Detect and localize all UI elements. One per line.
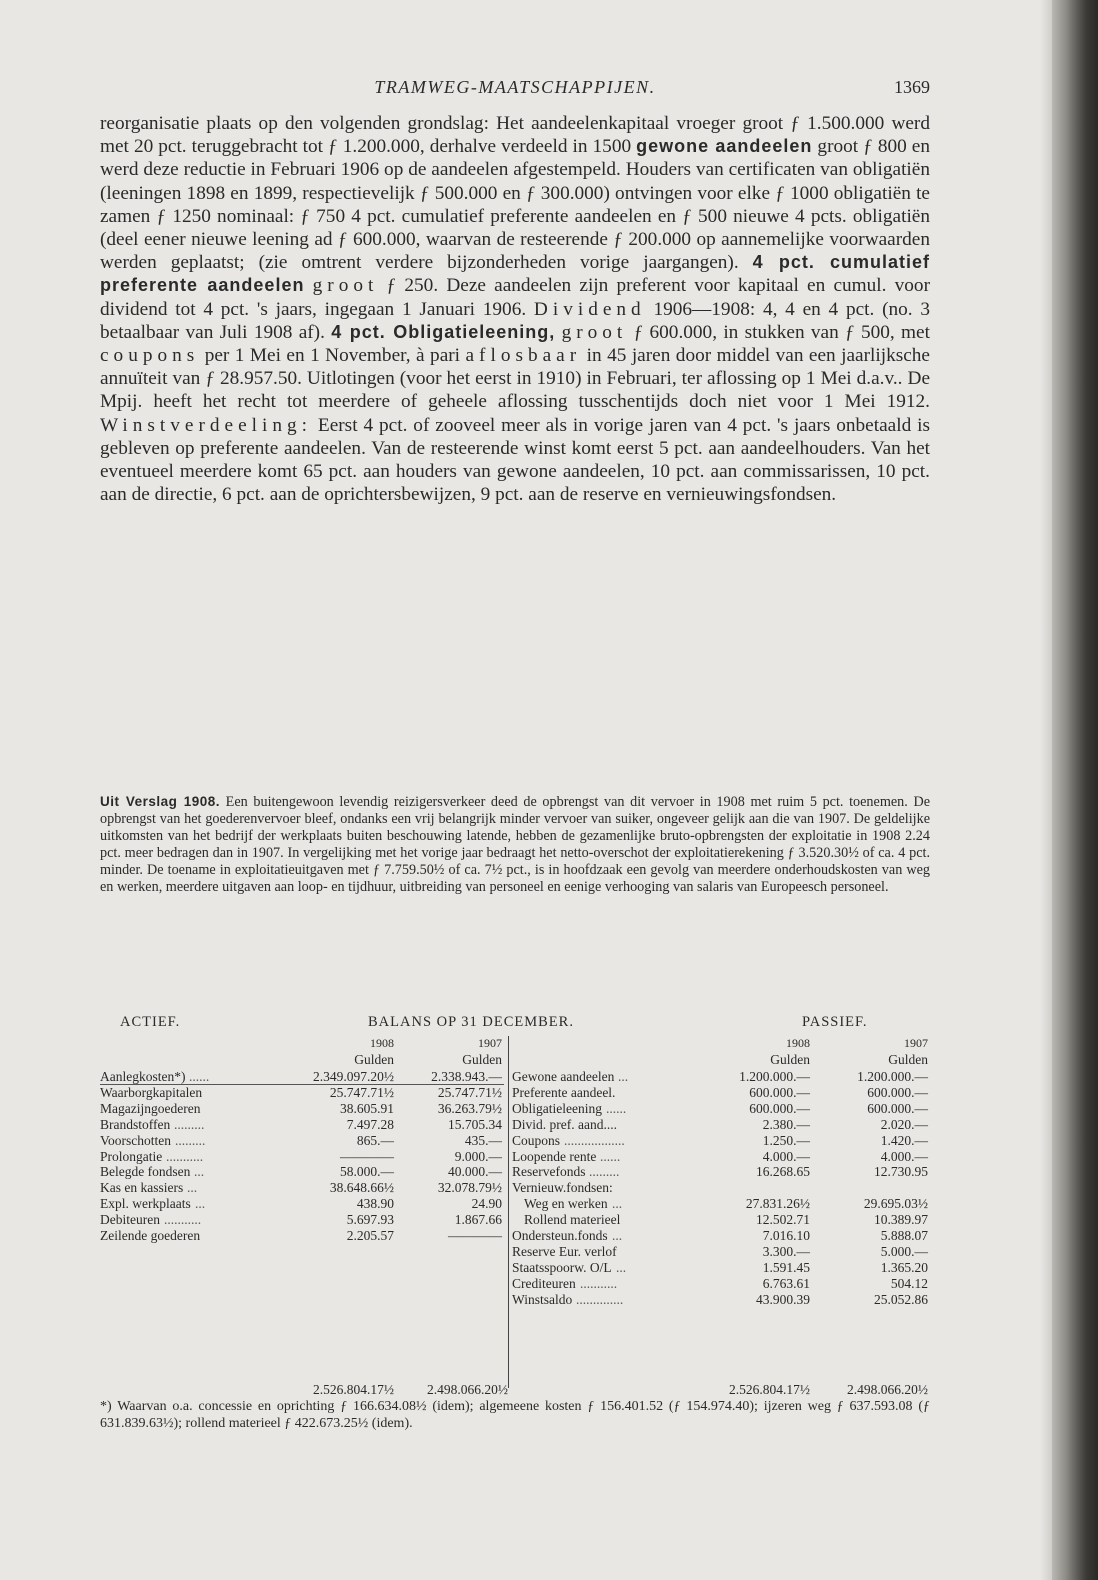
passief-item-label: Preferente aandeel. (512, 1084, 616, 1100)
passief-value-1908: 600.000.— (749, 1084, 810, 1100)
passief-unit-1908: Gulden (770, 1052, 810, 1067)
actief-item-label: Waarborgkapitalen (100, 1084, 203, 1100)
page-number: 1369 (894, 77, 930, 97)
passief-item-label: Coupons (512, 1132, 561, 1148)
passief-value-1907: 1.200.000.— (857, 1069, 928, 1084)
footnote-text: *) Waarvan o.a. concessie en oprichting ƒ 166.634.08½ (idem); algemeene kosten ƒ 156.401.52 (ƒ 154.974.40); ijzeren weg ƒ 637.593.08 (ƒ 631.839.63½); rollend materieel ƒ 422.673.25½ (idem). (100, 1399, 930, 1431)
actief-item-label: Aanlegkosten*) (100, 1069, 186, 1084)
leader-dots: ......... (589, 1164, 620, 1180)
actief-value-1907: 1.867.66 (454, 1212, 502, 1228)
actief-value-1908: 2.349.097.20½ (313, 1069, 394, 1084)
actief-value-1908: 38.648.66½ (329, 1180, 394, 1196)
total-passief-1907: 2.498.066.20½ (847, 1382, 928, 1397)
column-divider (508, 1036, 509, 1388)
passief-item-label: Gewone aandeelen (512, 1069, 615, 1084)
report-text: Een buitengewoon levendig reizigersverkeer deed de opbrengst van dit vervoer in 1908 met ruim 5 pct. toenemen. De opbrengst van het goederenvervoer bleef, ondanks een vrij belangrijk minder vervoer van suiker, ongeveer gelijk aan die van 1907. De geldelijke uitkomsten van het bedrijf der werkplaats buiten beschouwing latende, hebben de gezamenlijke bruto-opbrengsten der exploitatie in 1908 2.24 pct. meer bedragen dan in 1907. In vergelijking met het vorige jaar bedraagt het netto-overschot der exploitatierekening ƒ 3.520.30½ of ca. 4 pct. minder. De toename in exploitatieuitgaven met ƒ 7.759.50½ of ca. 7½ pct., is in hoofdzaak een gevolg van meerdere onderhoudskosten van weg en werken, meerdere uitgaven aan loop- en tijdhuur, uitbreiding van personeel en eenige verhooging van salaris van Europeesch personeel. (100, 794, 930, 896)
actief-value-1907: 9.000.— (454, 1148, 502, 1164)
actief-value-1908: 25.747.71½ (329, 1084, 394, 1100)
spaced-term-aflosbaar: aflosbaar (465, 345, 582, 367)
section-heading-preferente-aandeelen: 4 pct. cumulatief preferente aandeelen (100, 252, 930, 296)
leader-dots: ... (616, 1259, 627, 1275)
company-description (100, 112, 930, 506)
leader-dots: ... (187, 1180, 198, 1196)
actief-value-1907: 24.90 (471, 1196, 502, 1212)
actief-label: ACTIEF. (120, 1014, 181, 1030)
report-paragraph (100, 793, 930, 897)
actief-value-1907: 25.747.71½ (437, 1084, 502, 1100)
annual-report-excerpt (100, 793, 930, 897)
text-run (304, 275, 312, 296)
actief-unit-1907: Gulden (462, 1052, 502, 1067)
leader-dots: .............. (576, 1291, 624, 1307)
actief-item-label: Brandstoffen (100, 1116, 171, 1132)
spaced-term-dividend: Dividend (533, 298, 646, 320)
leader-dots: .................. (564, 1132, 625, 1148)
actief-value-1908: 438.90 (356, 1196, 394, 1212)
actief-value-1908: 865.— (356, 1132, 394, 1148)
leader-dots: ... (612, 1196, 623, 1212)
leader-dots: ... (194, 1164, 205, 1180)
leader-dots: ... (195, 1196, 206, 1212)
passief-item-label: Ondersteun.fonds (512, 1228, 608, 1243)
actief-value-1908: 2.205.57 (346, 1228, 394, 1243)
running-title: TRAMWEG-MAATSCHAPPIJEN. (374, 77, 656, 97)
passief-value-1908: 12.502.71 (756, 1212, 810, 1228)
actief-value-1907: 36.263.79½ (437, 1100, 502, 1116)
passief-item-label: Loopende rente (512, 1148, 597, 1164)
passief-value-1908: 7.016.10 (762, 1228, 810, 1243)
page-header (100, 77, 930, 103)
passief-unit-1907: Gulden (888, 1052, 928, 1067)
balance-sheet-header (100, 1014, 930, 1034)
passief-value-1908: 1.591.45 (762, 1259, 810, 1275)
actief-value-1907: 435.— (464, 1132, 502, 1148)
passief-value-1907: 10.389.97 (874, 1212, 928, 1228)
passief-item-label: Reservefonds (512, 1164, 586, 1180)
description-paragraph (100, 112, 930, 506)
actief-item-label: Voorschotten (100, 1132, 171, 1148)
passief-value-1907: 504.12 (890, 1275, 928, 1291)
total-actief-1907: 2.498.066.20½ (427, 1382, 508, 1397)
actief-value-1908: 58.000.— (340, 1164, 394, 1180)
actief-item-label: Belegde fondsen (100, 1164, 191, 1180)
spaced-term: groot (561, 321, 628, 343)
leader-dots: ...... (600, 1148, 621, 1164)
leader-dots: ......... (174, 1116, 205, 1132)
passief-item-label: Reserve Eur. verlof (512, 1243, 617, 1259)
passief-item-label: Staatsspoorw. O/L (512, 1259, 612, 1275)
passief-item-label: Rollend materieel (524, 1212, 621, 1228)
passief-value-1908: 16.268.65 (756, 1164, 810, 1180)
passief-year-1908: 1908 (786, 1036, 810, 1050)
passief-value-1908: 3.300.— (762, 1243, 810, 1259)
text-run: groot ƒ 800 en werd deze reductie in Februari 1906 op de aandeelen afgestempeld. Houders van certificaten van obligatiën (leeningen 1898 en 1899, respectievelijk ƒ 500.000 en ƒ 300.000) ontvingen voor elke ƒ 1000 obligatiën te zamen ƒ 1250 nominaal: ƒ 750 4 pct. cumulatief preferente aandeelen en ƒ 500 nieuwe 4 pcts. obligatiën (deel eener nieuwe leening ad ƒ 600.000, waarvan de resteerende ƒ 200.000 op aannemelijke voorwaarden werden geplaatst; (zie omtrent verdere bijzonderheden vorige jaargangen). (100, 136, 930, 274)
passief-item-label: Winstsaldo (512, 1291, 573, 1307)
leader-dots: ......... (175, 1132, 206, 1148)
report-heading: Uit Verslag 1908. (100, 794, 221, 809)
passief-value-1907: 600.000.— (867, 1084, 928, 1100)
passief-year-1907: 1907 (904, 1036, 928, 1050)
footnote (100, 1398, 930, 1432)
actief-item-label: Magazijngoederen (100, 1100, 201, 1116)
actief-value-1908: ———— (340, 1148, 394, 1164)
spaced-term: groot (312, 275, 379, 297)
passief-item-label: Vernieuw.fondsen: (512, 1180, 613, 1196)
passief-value-1908: 27.831.26½ (745, 1196, 810, 1212)
balance-title: BALANS OP 31 DECEMBER. (368, 1014, 574, 1030)
passief-value-1908: 1.200.000.— (739, 1069, 810, 1084)
leader-dots: ...... (189, 1069, 210, 1084)
passief-value-1908: 43.900.39 (756, 1291, 810, 1307)
actief-value-1907: ———— (448, 1228, 502, 1243)
total-actief-1908: 2.526.804.17½ (313, 1382, 394, 1397)
actief-year-1908: 1908 (370, 1036, 394, 1050)
actief-item-label: Kas en kassiers (100, 1180, 184, 1196)
section-heading-obligatieleening: 4 pct. Obligatieleening, (331, 321, 556, 342)
passief-value-1907: 600.000.— (867, 1100, 928, 1116)
text-run: per 1 Mei en 1 November, à pari (199, 345, 466, 367)
spaced-term-winstverdeeling: Winstverdeeling: (100, 414, 313, 436)
actief-item-label: Debiteuren (100, 1212, 160, 1228)
passief-value-1907: 25.052.86 (874, 1291, 928, 1307)
passief-value-1908: 600.000.— (749, 1100, 810, 1116)
balance-sheet-table (100, 1032, 930, 1360)
passief-label: PASSIEF. (802, 1014, 868, 1030)
actief-year-1907: 1907 (478, 1036, 502, 1050)
passief-value-1907: 29.695.03½ (863, 1196, 928, 1212)
passief-item-label: Obligatieleening (512, 1100, 602, 1116)
leader-dots: ........... (164, 1212, 202, 1228)
actief-value-1907: 2.338.943.— (431, 1069, 502, 1084)
leader-dots: ...... (606, 1100, 627, 1116)
text-run: ƒ 250. Deze aandeelen zijn preferent voor kapitaal en cumul. voor dividend tot 4 pct. 's jaars, ingegaan 1 Januari 1906. (100, 275, 930, 320)
text-run: in 45 jaren door middel van een jaarlijksche annuïteit van ƒ 28.957.50. Uitlotingen (voor het eerst in 1910) in Februari, ter aflossing op 1 Mei d.a.v.. De Mpij. heeft het recht tot meerdere of geheele aflossing tusschentijds doch niet voor 1 Mei 1912. (100, 345, 930, 413)
actief-value-1908: 5.697.93 (346, 1212, 394, 1228)
actief-item-label: Prolongatie (100, 1148, 163, 1164)
text-run: reorganisatie plaats op den volgenden grondslag: Het aandeelenkapitaal vroeger groot ƒ 1.500.000 werd met 20 pct. teruggebracht tot ƒ 1.200.000, derhalve verdeeld in 1500 (100, 113, 930, 158)
passief-value-1907: 2.020.— (880, 1116, 928, 1132)
passief-item-label: Weg en werken (524, 1196, 608, 1212)
passief-value-1908: 1.250.— (762, 1132, 810, 1148)
leader-dots: ... (612, 1228, 623, 1243)
passief-value-1908: 6.763.61 (762, 1275, 810, 1291)
text-run: ƒ 600.000, in stukken van ƒ 500, met (627, 321, 930, 343)
page-gutter-shadow (1040, 0, 1052, 1580)
passief-item-label: Divid. pref. aand.... (512, 1116, 617, 1132)
passief-value-1907: 5.000.— (880, 1243, 928, 1259)
unit-header-row (100, 1052, 930, 1070)
section-heading-gewone-aandeelen: gewone aandeelen (636, 136, 813, 157)
actief-value-1907: 40.000.— (448, 1164, 502, 1180)
leader-dots: ... (618, 1069, 629, 1084)
text-run: Eerst 4 pct. of zooveel meer als in vorige jaren van 4 pct. 's jaars onbetaald is gebleven op preferente aandeelen. Van de resteerende winst komt eerst 5 pct. aan aandeelhouders. Van het eventueel meerdere komt 65 pct. aan houders van gewone aandeelen, 10 pct. aan commissarissen, 10 pct. aan de directie, 6 pct. aan de oprichtersbewijzen, 9 pct. aan de reserve en vernieuwingsfondsen. (100, 414, 930, 506)
spaced-term-coupons: coupons (100, 345, 200, 367)
book-edge (1052, 0, 1098, 1580)
actief-item-label: Zeilende goederen (100, 1228, 201, 1243)
passief-value-1907: 4.000.— (880, 1148, 928, 1164)
passief-value-1908: 2.380.— (762, 1116, 810, 1132)
text-run: 1906—1908: 4, 4 en 4 pct. (no. 3 betaalbaar van Juli 1908 af). (100, 298, 930, 343)
passief-value-1907: 5.888.07 (880, 1228, 928, 1243)
leader-dots: ........... (166, 1148, 204, 1164)
total-passief-1908: 2.526.804.17½ (729, 1382, 810, 1397)
actief-value-1907: 32.078.79½ (437, 1180, 502, 1196)
actief-value-1908: 38.605.91 (340, 1100, 394, 1116)
passief-item-label: Crediteuren (512, 1275, 576, 1291)
passief-value-1907: 1.365.20 (880, 1259, 928, 1275)
actief-value-1908: 7.497.28 (346, 1116, 394, 1132)
actief-value-1907: 15.705.34 (448, 1116, 502, 1132)
passief-value-1907: 12.730.95 (874, 1164, 928, 1180)
actief-unit-1908: Gulden (354, 1052, 394, 1067)
passief-value-1908: 4.000.— (762, 1148, 810, 1164)
leader-dots: ........... (580, 1275, 618, 1291)
actief-item-label: Expl. werkplaats (100, 1196, 191, 1212)
passief-value-1907: 1.420.— (880, 1132, 928, 1148)
